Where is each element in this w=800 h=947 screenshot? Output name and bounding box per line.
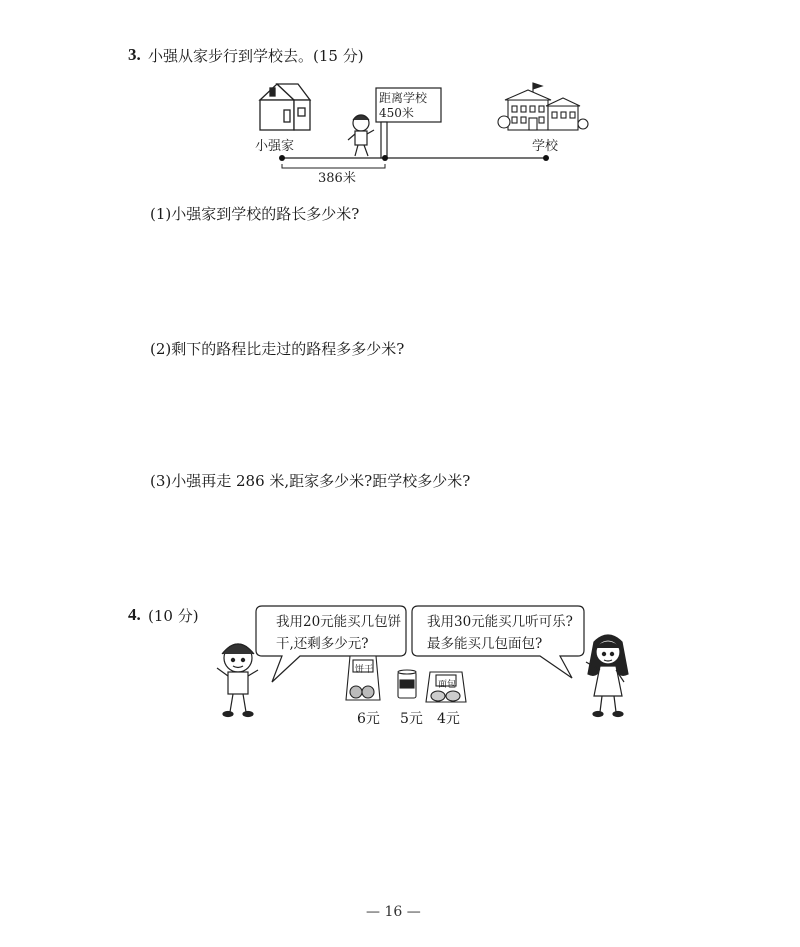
q3-title: 小强从家步行到学校去。(15 分) — [148, 47, 364, 65]
house-icon — [260, 84, 310, 130]
girl-character-icon — [586, 635, 628, 717]
q3-number: 3. — [128, 45, 141, 64]
q4-number: 4. — [128, 605, 141, 624]
bubble-left-line2: 干,还剩多少元? — [276, 636, 369, 652]
bubble-right-line1: 我用30元能买几听可乐? — [427, 614, 573, 630]
sign-line2: 450米 — [379, 106, 414, 120]
bread-label: 面包 — [438, 680, 457, 690]
school-label: 学校 — [532, 139, 559, 154]
q3-route-diagram — [250, 78, 595, 193]
school-point — [543, 155, 549, 161]
bread-price: 4元 — [437, 711, 460, 727]
sign-line1: 距离学校 — [379, 91, 428, 105]
distance-sign — [376, 88, 441, 158]
q3-sub1: (1)小强家到学校的路长多少米? — [150, 205, 360, 223]
sign-point — [382, 155, 388, 161]
q3-sub3: (3)小强再走 286 米,距家多少米?距学校多少米? — [150, 472, 471, 490]
boy-walking-icon — [348, 115, 374, 156]
q4-shopping-illustration — [200, 600, 650, 730]
bubble-left-line1: 我用20元能买几包饼 — [276, 614, 402, 630]
home-label: 小强家 — [255, 139, 295, 154]
home-point — [279, 155, 285, 161]
page-number: — 16 — — [366, 904, 421, 920]
cola-can-icon — [398, 670, 416, 698]
school-icon — [498, 83, 588, 130]
q3-sub2: (2)剩下的路程比走过的路程多多少米? — [150, 340, 405, 358]
cola-price: 5元 — [400, 711, 423, 727]
bubble-right-line2: 最多能买几包面包? — [427, 636, 543, 652]
q4-title: (10 分) — [148, 607, 199, 625]
biscuit-price: 6元 — [357, 711, 380, 727]
biscuit-label: 饼干 — [355, 665, 374, 675]
walked-distance-label: 386米 — [318, 171, 356, 186]
boy-character-icon — [217, 644, 258, 717]
walked-brace — [282, 164, 385, 168]
